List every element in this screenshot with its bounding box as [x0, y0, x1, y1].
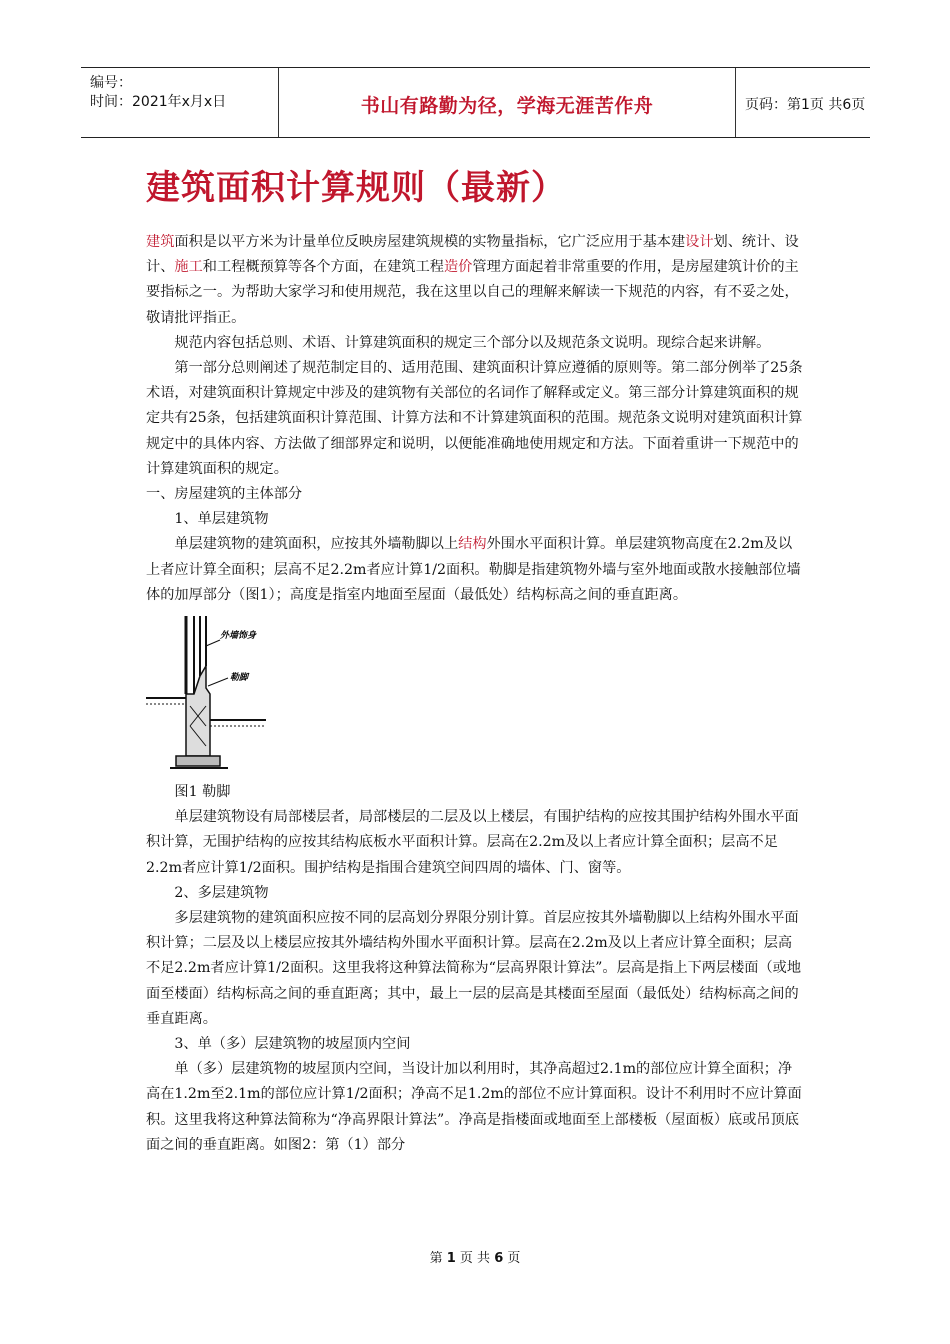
- paragraph-single-storey: [146, 532, 806, 608]
- document-body: [146, 230, 806, 1158]
- keyword-link[interactable]: 设计: [685, 234, 714, 250]
- intro-paragraph: [146, 230, 806, 331]
- subheading-single-storey: 1、单层建筑物: [174, 511, 269, 528]
- figure-label-plinth: 勒脚: [230, 673, 249, 684]
- keyword-link[interactable]: 建筑: [146, 234, 175, 250]
- header-motto: 书山有路勤为径，学海无涯苦作舟: [360, 95, 654, 117]
- paragraph-text: 单层建筑物的建筑面积，应按其外墙勒脚以上: [174, 536, 459, 553]
- footer-text: 第: [429, 1251, 443, 1266]
- paragraph-multi-storey: 多层建筑物的建筑面积应按不同的层高划分界限分别计算。首层应按其外墙勒脚以上结构外围水平面积计算；二层及以上楼层应按其外墙结构外围水平面积计算。层高在2.2m及以上者应计算全面积；层高不足2.2m者应计算1/2面积。这里我将这种算法简称为“层高界限计算法”。层高是指上下两层楼面（或地面至楼面）结构标高之间的垂直距离；其中，最上一层的层高是其楼面至屋面（最低处）结构标高之间的垂直距离。: [146, 910, 802, 1027]
- header-meta-cell: [81, 68, 279, 137]
- figure-caption: 图1 勒脚: [174, 784, 231, 801]
- paragraph-text: 和工程概预算等各个方面，在建筑工程: [202, 259, 444, 276]
- document-title: 建筑面积计算规则（最新）: [146, 168, 566, 208]
- plinth-figure: [146, 616, 276, 776]
- footer-text: 页 共: [459, 1251, 491, 1266]
- paragraph-local-floor: 单层建筑物设有局部楼层者，局部楼层的二层及以上楼层，有围护结构的应按其围护结构外围水平面积计算，无围护结构的应按其结构底板水平面积计算。层高在2.2m及以上者应计算全面积；层高不足2.2m者应计算1/2面积。围护结构是指围合建筑空间四周的墙体、门、窗等。: [146, 809, 799, 876]
- paragraph-text: 面积是以平方米为计量单位反映房屋建筑规模的实物量指标，它广泛应用于基本建: [174, 234, 686, 250]
- page-footer: [0, 1247, 950, 1266]
- paragraph-sloped-roof: 单（多）层建筑物的坡屋顶内空间，当设计加以利用时，其净高超过2.1m的部位应计算全面积；净高在1.2m至2.1m的部位应计算1/2面积；净高不足1.2m的部位不应计算面积。设计不利用时不应计算面积。这里我将这种算法简称为“净高界限计算法”。净高是指楼面或地面至上部楼板（屋面板）底或吊顶底面之间的垂直距离。如图2：第（1）部分: [146, 1061, 802, 1153]
- page-header: [81, 67, 870, 138]
- document-time-label: 时间：2021年x月x日: [90, 94, 227, 110]
- figure-label-outer-wall: 外墙饰身: [220, 631, 257, 642]
- subheading-multi-storey: 2、多层建筑物: [174, 884, 269, 901]
- section-heading-main-part: 一、房屋建筑的主体部分: [146, 486, 303, 503]
- paragraph-structure: 规范内容包括总则、术语、计算建筑面积的规定三个部分以及规范条文说明。现综合起来讲解。: [174, 334, 771, 351]
- header-page-label: 页码：第1页 共6页: [745, 97, 866, 113]
- paragraph-text: 外围水平面积计算。单层建筑物高度在2.2m及以上者应计算全面积；层高不足2.2m者应计算1/2面积。勒脚是指建筑物外墙与室外地面或散水接触部位墙体的加厚部分（图1）；高度是指室内地面至屋面（最低处）结构标高之间的垂直距离。: [146, 536, 801, 603]
- keyword-link[interactable]: 结构: [458, 536, 487, 553]
- keyword-link[interactable]: 造价: [443, 259, 473, 276]
- header-motto-cell: [279, 68, 736, 137]
- header-page-cell: [736, 68, 870, 137]
- footer-total-pages: 6: [494, 1251, 504, 1266]
- footer-text: 页: [507, 1251, 521, 1266]
- paragraph-text: 管理方面起着非常重要的作用，是房屋建筑计价的主要指标之一。为帮助大家学习和使用规范，我在这里以自己的理解来解读一下规范的内容，有不妥之处，敬请批评指正。: [146, 259, 799, 326]
- document-number-label: 编号：: [90, 75, 132, 91]
- keyword-link[interactable]: 施工: [174, 259, 203, 276]
- subheading-sloped-roof: 3、单（多）层建筑物的坡屋顶内空间: [174, 1036, 411, 1053]
- paragraph-overview: 第一部分总则阐述了规范制定目的、适用范围、建筑面积计算应遵循的原则等。第二部分例举了25条术语，对建筑面积计算规定中涉及的建筑物有关部位的名词作了解释或定义。第三部分计算建筑面积的规定共有25条，包括建筑面积计算范围、计算方法和不计算建筑面积的范围。规范条文说明对建筑面积计算规定中的具体内容、方法做了细部界定和说明，以便能准确地使用规定和方法。下面着重讲一下规范中的计算建筑面积的规定。: [146, 360, 803, 477]
- paragraph-text: 划、统计、设计、: [146, 234, 799, 276]
- footer-page-number: 1: [446, 1251, 456, 1266]
